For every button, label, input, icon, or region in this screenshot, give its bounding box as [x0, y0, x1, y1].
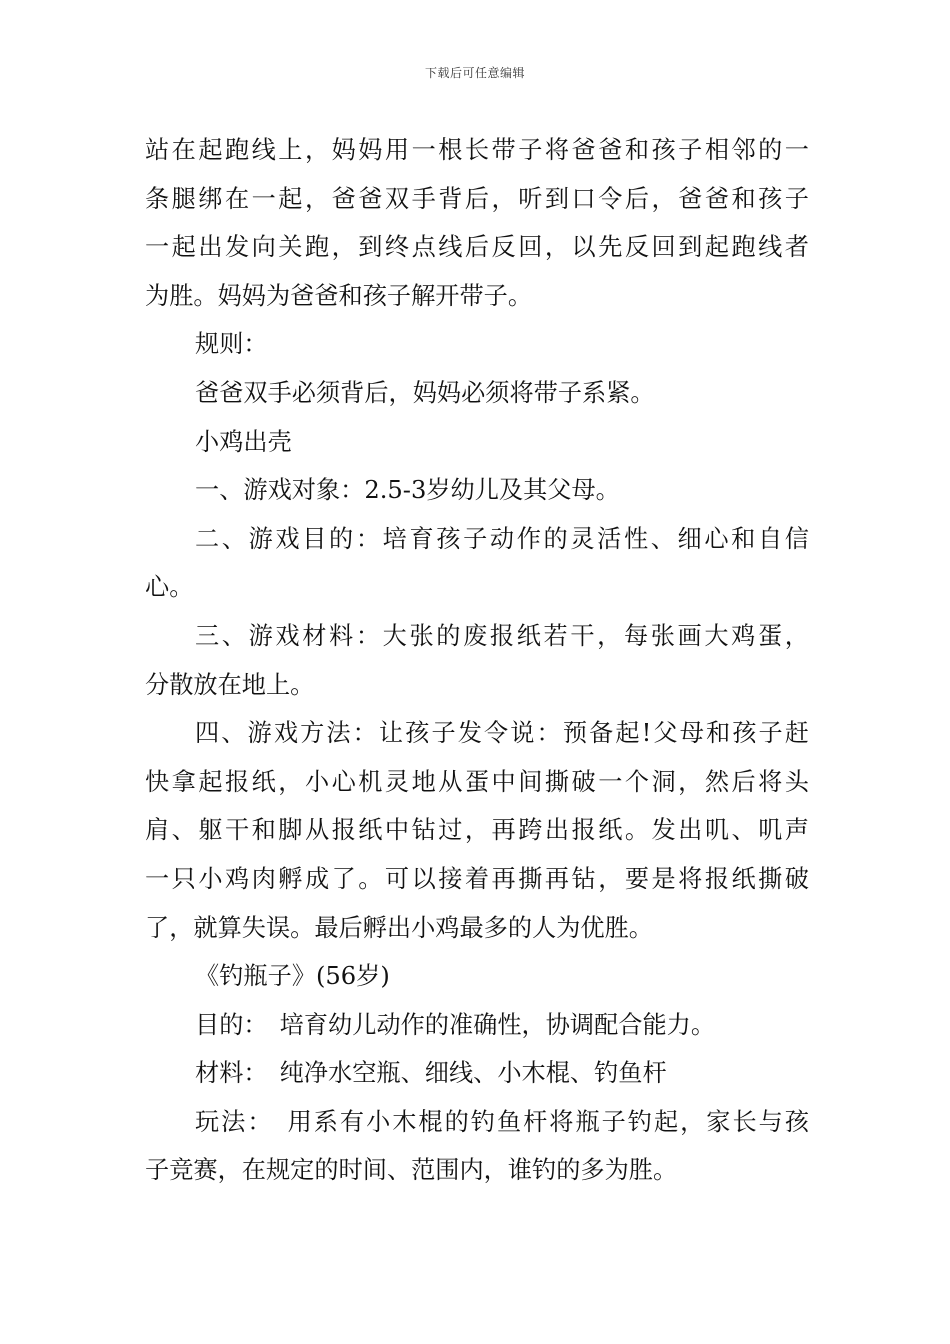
game-method-line-3: 肩、躯干和脚从报纸中钻过，再跨出报纸。发出叽、叽声 — [145, 816, 809, 845]
paragraph-1-line-2: 条腿绑在一起，爸爸双手背后，听到口令后，爸爸和孩子 — [145, 184, 809, 213]
paragraph-1-line-1: 站在起跑线上，妈妈用一根长带子将爸爸和孩子相邻的一 — [145, 136, 809, 164]
rules-text: 爸爸双手必须背后，妈妈必须将带子系紧。 — [195, 378, 655, 407]
game-title-chick: 小鸡出壳 — [195, 427, 292, 456]
game-method-line-1: 四、游戏方法：让孩子发令说：预备起!父母和孩子赶 — [195, 719, 809, 748]
game-method-line-5: 了，就算失误。最后孵出小鸡最多的人为优胜。 — [145, 913, 653, 942]
game-purpose-line-1: 二、游戏目的：培育孩子动作的灵活性、细心和自信 — [195, 524, 809, 553]
bottle-materials: 材料： 纯净水空瓶、细线、小木棍、钓鱼杆 — [195, 1059, 667, 1088]
paragraph-1-line-3: 一起出发向关跑，到终点线后反回，以先反回到起跑线者 — [145, 233, 809, 262]
bottle-play-line-2: 子竞赛，在规定的时间、范围内，谁钓的多为胜。 — [145, 1156, 678, 1185]
bottle-play-line-1: 玩法： 用系有小木棍的钓鱼杆将瓶子钓起，家长与孩 — [195, 1107, 809, 1136]
game-method-line-4: 一只小鸡肉孵成了。可以接着再撕再钻，要是将报纸撕破 — [145, 864, 809, 893]
rules-heading: 规则： — [195, 330, 268, 359]
page-header: 下载后可任意编辑 — [424, 66, 525, 80]
game-target: 一、游戏对象：2.5-3岁幼儿及其父母。 — [195, 476, 620, 505]
bottle-purpose: 目的： 培育幼儿动作的准确性，协调配合能力。 — [195, 1010, 716, 1039]
game-materials-line-2: 分散放在地上。 — [145, 670, 315, 699]
paragraph-1-line-4: 为胜。妈妈为爸爸和孩子解开带子。 — [145, 281, 533, 310]
game-purpose-line-2: 心。 — [145, 573, 194, 602]
game-materials-line-1: 三、游戏材料：大张的废报纸若干，每张画大鸡蛋， — [195, 621, 809, 650]
game-title-bottle: 《钓瓶子》(56岁) — [195, 962, 390, 991]
document-body — [145, 126, 809, 1195]
game-method-line-2: 快拿起报纸，小心机灵地从蛋中间撕破一个洞，然后将头 — [145, 767, 809, 796]
